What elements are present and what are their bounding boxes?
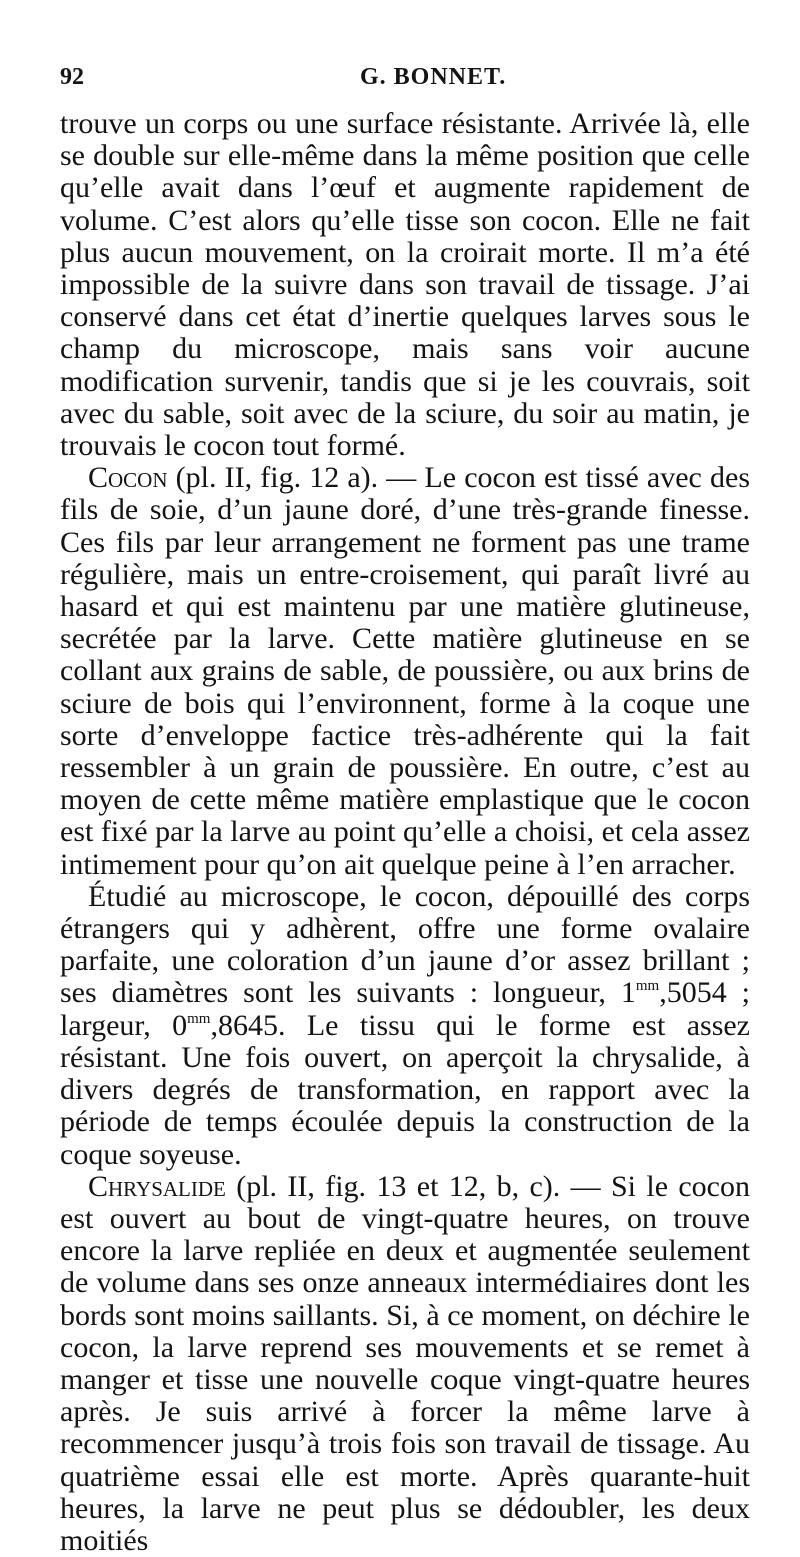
- unit-superscript: mm: [187, 1010, 211, 1027]
- section-heading-chrysalide: Chrysalide: [88, 1169, 226, 1203]
- page-header: [60, 62, 750, 92]
- paragraph-cocon: [60, 462, 750, 881]
- paragraph-text: trouve un corps ou une surface résistante. Arrivée là, elle se double sur elle-même dans la même position que celle qu’elle avait dans l’œuf et augmente rapidement de volume. C’est alors qu’elle tisse son cocon. Elle ne fait plus aucun mouvement, on la croirait morte. Il m’a été impossible de la suivre dans son travail de tissage. J’ai conservé dans cet état d’inertie quelques larves sous le champ du microscope, mais sans voir aucune modification survenir, tandis que si je les couvrais, soit avec du sable, soit avec de la sciure, du soir au matin, je trouvais le cocon tout formé.: [60, 107, 750, 463]
- paragraph-text: (pl. II, fig. 13 et 12, b, c). — Si le cocon est ouvert au bout de vingt-quatre heures, on trouve encore la larve repliée en deux et augmentée seulement de volume dans ses onze anneaux intermédiaires dont les bords sont moins saillants. Si, à ce moment, on déchire le cocon, la larve reprend ses mouvements et se remet à manger et tisse une nouvelle coque vingt-quatre heures après. Je suis arrivé à forcer la même larve à recommencer jusqu’à trois fois son travail de tissage. Au quatrième essai elle est morte. Après quarante-huit heures, la larve ne peut plus se dédoubler, les deux moitiés: [60, 1169, 750, 1557]
- section-heading-cocon: Cocon: [88, 461, 168, 495]
- paragraph-chrysalide: [60, 1171, 750, 1557]
- unit-superscript: mm: [635, 978, 660, 995]
- paragraph-measurements: [60, 881, 750, 1171]
- running-head: G. BONNET.: [360, 64, 507, 90]
- paragraph-text: (pl. II, fig. 12 a). — Le cocon est tissé avec des fils de soie, d’un jaune doré, d’une très-grande finesse. Ces fils par leur arrangement ne forment pas une trame régulière, mais un entre-croisement, qui paraît livré au hasard et qui est maintenu par une matière glutineuse, secrétée par la larve. Cette matière glutineuse en se collant aux grains de sable, de poussière, ou aux brins de sciure de bois qui l’environnent, forme à la coque une sorte d’enveloppe factice très-adhérente qui la fait ressembler à un grain de poussière. En outre, c’est au moyen de cette même matière emplastique que le cocon est fixé par la larve au point qu’elle a choisi, et cela assez intimement pour qu’on ait quelque peine à l’en arracher.: [60, 461, 750, 881]
- paragraph-continuation: [60, 108, 750, 462]
- page-number: 92: [60, 64, 84, 90]
- paragraph-text: ,5054 ; largeur, 0: [60, 976, 750, 1042]
- body-text: [60, 108, 750, 1557]
- paragraph-text: Étudié au microscope, le cocon, dépouillé des corps étrangers qui y adhèrent, offre une forme ovalaire parfaite, une coloration d’un jaune d’or assez brillant ; ses diamètres sont les suivants : longueur, 1: [60, 879, 750, 1010]
- paragraph-text: ,8645. Le tissu qui le forme est assez résistant. Une fois ouvert, on aperçoit la chrysalide, à divers degrés de transformation, en rapport avec la période de temps écoulée depuis la construction de la coque soyeuse.: [60, 1008, 751, 1171]
